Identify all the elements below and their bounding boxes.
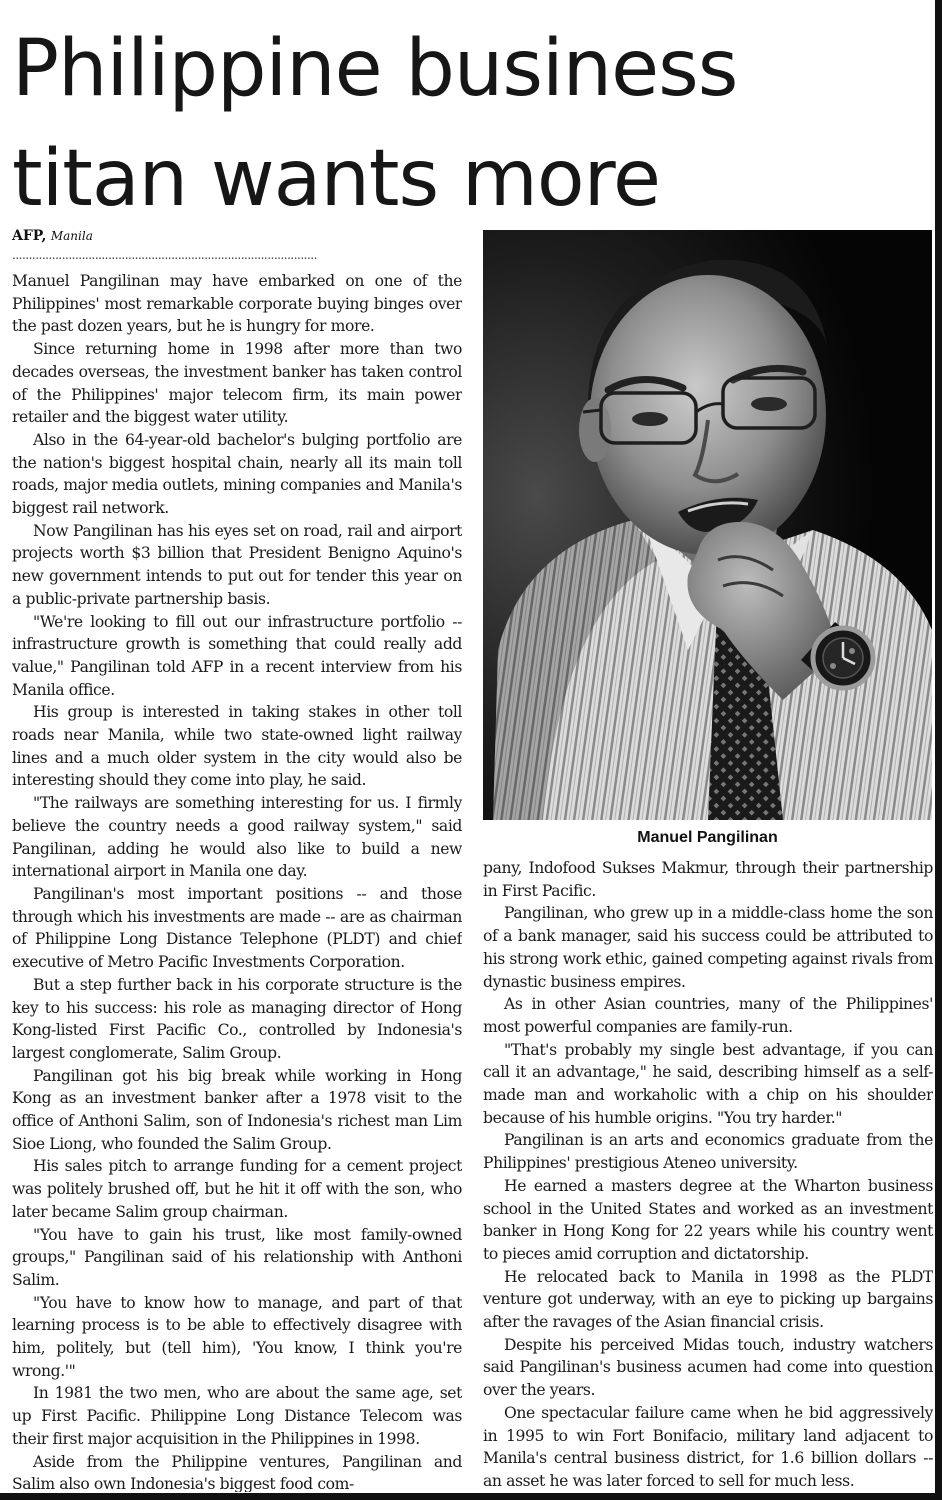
paragraph: "You have to gain his trust, like most family-owned groups," Pangilinan said of his relationship with Anthoni Salim. [12,1225,462,1289]
byline-place: Manila [50,229,93,243]
paragraph: Manuel Pangilinan may have embarked on one of the Philippines' most remarkable corporate buying binges over the past dozen years, but he is hungry for more. [12,272,462,336]
paragraph: pany, Indofood Sukses Makmur, through their partnership in First Pacific. [483,859,933,900]
paragraph: As in other Asian countries, many of the Philippines' most powerful companies are family-run. [483,995,933,1036]
paragraph: He relocated back to Manila in 1998 as the PLDT venture got underway, with an eye to picking up bargains after the ravages of the Asian financial crisis. [483,1267,933,1332]
paragraph: Now Pangilinan has his eyes set on road, rail and airport projects worth $3 billion that President Benigno Aquino's new government intends to put out for tender this year on a public-private partnership basis. [12,521,462,608]
paragraph: One spectacular failure came when he bid aggressively in 1995 to win Fort Bonifacio, military land adjacent to Manila's central business district, for 1.6 billion dollars -- an asset he was later forced to sell for much less. [483,1403,933,1490]
paragraph: Pangilinan got his big break while working in Hong Kong as an investment banker after a 1978 visit to the office of Anthoni Salim, son of Indonesia's richest man Lim Sioe Liong, who founded the Salim Group. [12,1066,462,1153]
paragraph: His sales pitch to arrange funding for a cement project was politely brushed off, but he hit it off with the son, who later became Salim group chairman. [12,1157,462,1221]
right-text-column [483,857,933,1493]
byline [12,226,93,246]
paragraph: Since returning home in 1998 after more than two decades overseas, the investment banker has taken control of the Philippines' major telecom firm, its main power retailer and the biggest water utility. [12,340,462,427]
paragraph: His group is interested in taking stakes in other toll roads near Manila, while two state-owned light railway lines and a much older system in the city would also be interesting should they come into play, he said. [12,703,462,790]
paragraph: Despite his perceived Midas touch, industry watchers said Pangilinan's business acumen had come into question over the years. [483,1335,933,1400]
paragraph: But a step further back in his corporate structure is the key to his success: his role as managing director of Hong Kong-listed First Pacific Co., controlled by Indonesia's largest conglomerate, Salim Group. [12,975,462,1062]
paragraph: He earned a masters degree at the Wharton business school in the United States and worked as an investment banker in Hong Kong for 22 years while his country went to pieces amid corruption and dictatorship. [483,1176,933,1263]
paragraph: Aside from the Philippine ventures, Pangilinan and Salim also own Indonesia's biggest food com- [12,1452,462,1492]
paragraph: "You have to know how to manage, and part of that learning process is to be able to effectively disagree with him, politely, but (tell him), 'You know, I think you're wrong.'" [12,1293,462,1380]
paragraph: Also in the 64-year-old bachelor's bulging portfolio are the nation's biggest hospital chain, nearly all its main toll roads, major media outlets, mining companies and Manila's biggest rail network. [12,430,462,518]
left-text-column [12,270,462,1492]
paragraph: "The railways are something interesting for us. I firmly believe the country needs a good railway system," said Pangilinan, adding he would also like to build a new international airport in Manila one day. [12,794,462,881]
headline: Philippine business titan wants more [12,24,738,224]
dotted-divider: ............................................................................................ [12,250,317,260]
photo-caption: Manuel Pangilinan [637,829,778,846]
page-edge-right [935,0,942,1500]
paragraph: Pangilinan's most important positions -- and those through which his investments are made -- are as chairman of Philippine Long Distance Telephone (PLDT) and chief executive of Metro Pacific Investments Corporation. [12,884,462,972]
paragraph: Pangilinan is an arts and economics graduate from the Philippines' prestigious Ateneo university. [483,1131,933,1173]
page-edge-bottom [0,1493,942,1500]
byline-agency: AFP, [12,228,47,244]
paragraph: In 1981 the two men, who are about the same age, set up First Pacific. Philippine Long Distance Telecom was their first major acquisition in the Philippines in 1998. [12,1384,462,1448]
paragraph: Pangilinan, who grew up in a middle-class home the son of a bank manager, said his success could be attributed to his strong work ethic, gained competing against rivals from dynastic business empires. [483,904,933,991]
paragraph: "That's probably my single best advantage, if you can call it an advantage," he said, describing himself as a self-made man and workaholic with a chip on his shoulder because of his humble origins. "You try harder." [483,1040,933,1127]
portrait-photo [483,230,932,820]
paragraph: "We're looking to fill out our infrastructure portfolio -- infrastructure growth is something that could really add value," Pangilinan told AFP in a recent interview from his Manila office. [12,612,462,699]
